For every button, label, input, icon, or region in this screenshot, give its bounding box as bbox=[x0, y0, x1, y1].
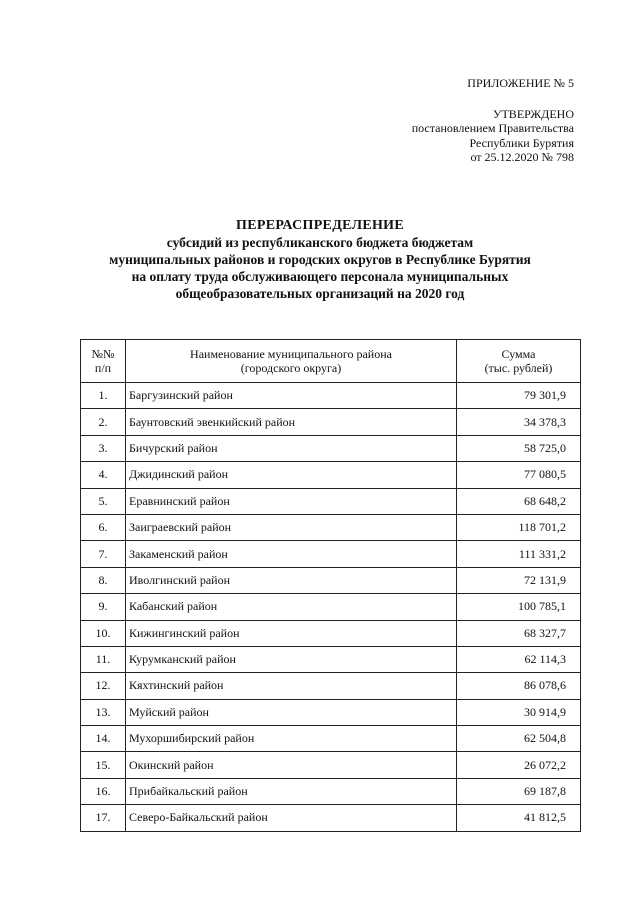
sum-cell: 86 078,6 bbox=[457, 673, 581, 699]
table-row bbox=[81, 620, 581, 646]
title-line-3: на оплату труда обслуживающего персонала муниципальных bbox=[131, 269, 509, 284]
table-row bbox=[81, 778, 581, 804]
title-line-4: общеобразовательных организаций на 2020 год bbox=[175, 286, 465, 301]
header-number-line-1: №№ bbox=[91, 346, 115, 361]
table-row bbox=[81, 594, 581, 620]
table-row bbox=[81, 409, 581, 435]
header-name-line-2: (городского округа) bbox=[240, 361, 342, 375]
table-row bbox=[81, 383, 581, 409]
sum-cell: 62 504,8 bbox=[457, 726, 581, 752]
district-name-cell: Муйский район bbox=[126, 699, 457, 725]
table-row bbox=[81, 699, 581, 725]
district-name-cell: Мухоршибирский район bbox=[126, 726, 457, 752]
district-name-cell: Кижингинский район bbox=[126, 620, 457, 646]
table-row bbox=[81, 646, 581, 672]
sum-cell: 26 072,2 bbox=[457, 752, 581, 778]
header-name bbox=[126, 340, 457, 383]
sum-cell: 69 187,8 bbox=[457, 778, 581, 804]
sum-cell: 68 648,2 bbox=[457, 488, 581, 514]
subsidy-table bbox=[80, 339, 581, 832]
sum-cell: 77 080,5 bbox=[457, 462, 581, 488]
table-row bbox=[81, 435, 581, 461]
table-row bbox=[81, 488, 581, 514]
district-name-cell: Заиграевский район bbox=[126, 514, 457, 540]
table-row bbox=[81, 673, 581, 699]
table-row bbox=[81, 752, 581, 778]
document-title bbox=[0, 217, 640, 302]
table-body bbox=[81, 383, 581, 832]
district-name-cell: Бичурский район bbox=[126, 435, 457, 461]
district-name-cell: Курумканский район bbox=[126, 646, 457, 672]
district-name-cell: Еравнинский район bbox=[126, 488, 457, 514]
sum-cell: 41 812,5 bbox=[457, 805, 581, 831]
district-name-cell: Кяхтинский район bbox=[126, 673, 457, 699]
table-row bbox=[81, 514, 581, 540]
table-row bbox=[81, 805, 581, 831]
sum-cell: 100 785,1 bbox=[457, 594, 581, 620]
sum-cell: 68 327,7 bbox=[457, 620, 581, 646]
row-number-cell: 17. bbox=[81, 805, 126, 831]
district-name-cell: Баргузинский район bbox=[126, 383, 457, 409]
district-name-cell: Закаменский район bbox=[126, 541, 457, 567]
sum-cell: 118 701,2 bbox=[457, 514, 581, 540]
district-name-cell: Окинский район bbox=[126, 752, 457, 778]
sum-cell: 58 725,0 bbox=[457, 435, 581, 461]
header-number bbox=[81, 340, 126, 383]
row-number-cell: 5. bbox=[81, 488, 126, 514]
row-number-cell: 12. bbox=[81, 673, 126, 699]
row-number-cell: 2. bbox=[81, 409, 126, 435]
district-name-cell: Баунтовский эвенкийский район bbox=[126, 409, 457, 435]
sum-cell: 111 331,2 bbox=[457, 541, 581, 567]
sum-cell: 30 914,9 bbox=[457, 699, 581, 725]
district-name-cell: Кабанский район bbox=[126, 594, 457, 620]
row-number-cell: 10. bbox=[81, 620, 126, 646]
table-row bbox=[81, 541, 581, 567]
table-row bbox=[81, 462, 581, 488]
row-number-cell: 8. bbox=[81, 567, 126, 593]
decree-date-number: от 25.12.2020 № 798 bbox=[470, 150, 574, 164]
header-sum-line-1: Сумма bbox=[501, 346, 536, 361]
district-name-cell: Иволгинский район bbox=[126, 567, 457, 593]
title-line-2: муниципальных районов и городских округов в Республике Бурятия bbox=[109, 252, 531, 267]
row-number-cell: 13. bbox=[81, 699, 126, 725]
district-name-cell: Джидинский район bbox=[126, 462, 457, 488]
row-number-cell: 15. bbox=[81, 752, 126, 778]
header-number-line-2: п/п bbox=[94, 361, 112, 375]
sum-cell: 72 131,9 bbox=[457, 567, 581, 593]
title-main: ПЕРЕРАСПРЕДЕЛЕНИЕ bbox=[236, 218, 404, 233]
appendix-label: ПРИЛОЖЕНИЕ № 5 bbox=[467, 76, 574, 90]
decree-label: постановлением Правительства bbox=[411, 121, 574, 135]
table-row bbox=[81, 567, 581, 593]
row-number-cell: 3. bbox=[81, 435, 126, 461]
title-line-1: субсидий из республиканского бюджета бюджетам bbox=[166, 235, 474, 250]
row-number-cell: 1. bbox=[81, 383, 126, 409]
row-number-cell: 16. bbox=[81, 778, 126, 804]
header-sum-line-2: (тыс. рублей) bbox=[484, 361, 553, 375]
header-sum bbox=[457, 340, 581, 383]
row-number-cell: 14. bbox=[81, 726, 126, 752]
row-number-cell: 11. bbox=[81, 646, 126, 672]
approval-header bbox=[412, 76, 574, 165]
row-number-cell: 7. bbox=[81, 541, 126, 567]
district-name-cell: Северо-Байкальский район bbox=[126, 805, 457, 831]
row-number-cell: 6. bbox=[81, 514, 126, 540]
government-label: Республики Бурятия bbox=[469, 135, 574, 150]
sum-cell: 62 114,3 bbox=[457, 646, 581, 672]
table-row bbox=[81, 726, 581, 752]
approved-label: УТВЕРЖДЕНО bbox=[492, 106, 574, 121]
sum-cell: 34 378,3 bbox=[457, 409, 581, 435]
row-number-cell: 4. bbox=[81, 462, 126, 488]
sum-cell: 79 301,9 bbox=[457, 383, 581, 409]
row-number-cell: 9. bbox=[81, 594, 126, 620]
district-name-cell: Прибайкальский район bbox=[126, 778, 457, 804]
header-name-line-1: Наименование муниципального района bbox=[190, 346, 392, 361]
table-header-row bbox=[81, 340, 581, 383]
